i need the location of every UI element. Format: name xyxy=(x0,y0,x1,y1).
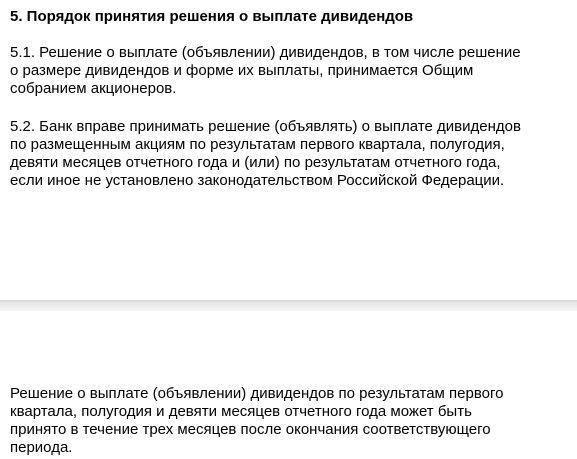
paragraph-line: по размещенным акциям по результатам первого квартала, полугодия, xyxy=(10,136,505,153)
paragraph-line: квартала, полугодия и девяти месяцев отчетного года может быть xyxy=(10,403,472,420)
paragraph-5-2 xyxy=(10,118,521,190)
paragraph-line: периода. xyxy=(10,439,73,456)
paragraph-line: Решение о выплате (объявлении) дивидендов по результатам первого xyxy=(10,385,504,402)
paragraph-line: принято в течение трех месяцев после окончания соответствующего xyxy=(10,421,491,438)
paragraph-line: о размере дивидендов и форме их выплаты, принимается Общим xyxy=(10,62,474,79)
paragraph-line: 5.1. Решение о выплате (объявлении) дивидендов, в том числе решение xyxy=(10,44,521,61)
paragraph-line: если иное не установлено законодательством Российской Федерации. xyxy=(10,172,505,189)
section-title: 5. Порядок принятия решения о выплате дивидендов xyxy=(10,8,414,25)
paragraph-continuation xyxy=(10,385,503,457)
page-break-divider xyxy=(0,300,577,311)
paragraph-line: 5.2. Банк вправе принимать решение (объявлять) о выплате дивидендов xyxy=(10,118,521,135)
paragraph-5-1 xyxy=(10,44,521,98)
paragraph-line: собранием акционеров. xyxy=(10,80,177,97)
paragraph-line: девяти месяцев отчетного года и (или) по результатам отчетного года, xyxy=(10,154,501,171)
